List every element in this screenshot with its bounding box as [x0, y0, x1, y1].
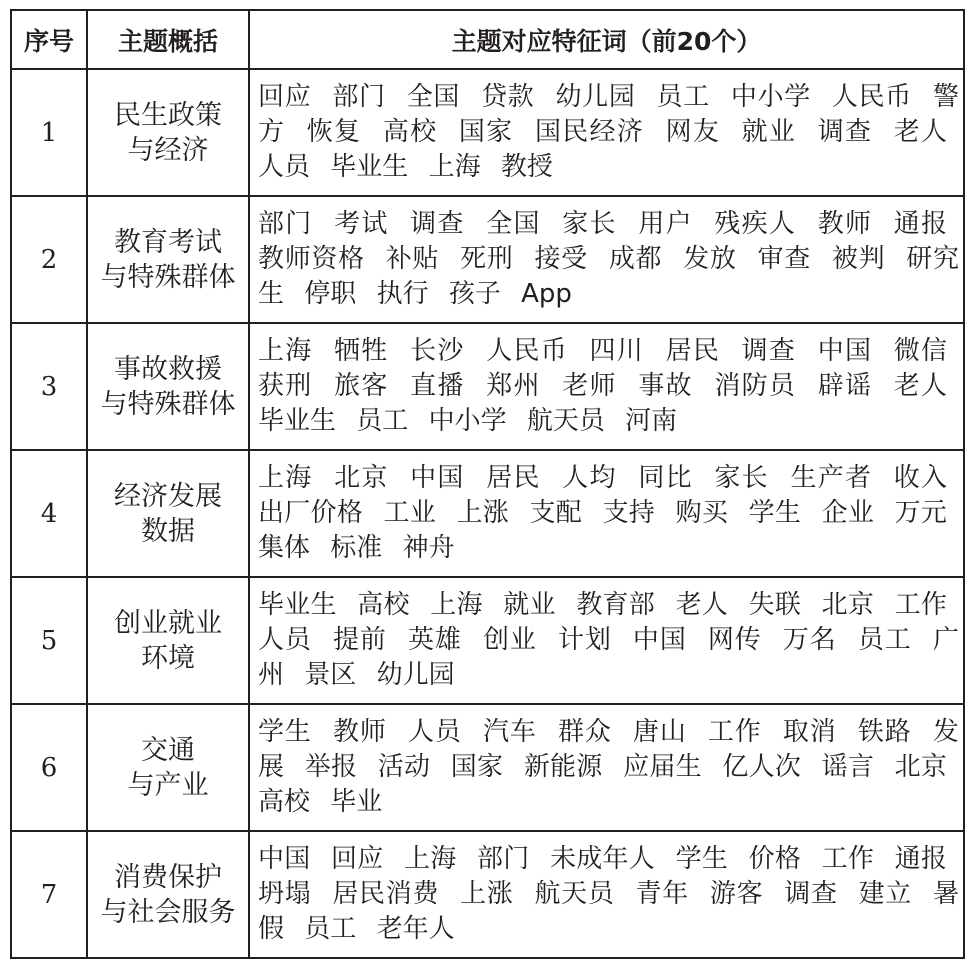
feature-word: 居民	[665, 336, 721, 366]
table-row	[11, 69, 964, 196]
topic-table	[10, 9, 965, 959]
table-row	[11, 831, 964, 958]
feature-word: 调查	[784, 879, 838, 909]
row-id: 5	[11, 577, 87, 704]
feature-word: 家长	[714, 463, 769, 493]
feature-word: 广州	[258, 625, 959, 690]
feature-word: 老年人	[376, 914, 455, 944]
feature-word: 调查	[410, 209, 465, 239]
feature-word: 上涨	[456, 498, 510, 528]
feature-word: 建立	[858, 879, 912, 909]
feature-word: 贷款	[481, 82, 535, 112]
feature-word: 旅客	[334, 371, 389, 401]
feature-word: 上海	[428, 152, 481, 182]
row-feature-words	[249, 69, 964, 196]
feature-word: 牺牲	[334, 336, 389, 366]
feature-word: 举报	[304, 752, 358, 782]
feature-word: 老师	[562, 371, 617, 401]
feature-word: 事故	[638, 371, 693, 401]
feature-word: 高校	[258, 787, 311, 817]
feature-word: 部门	[477, 844, 530, 874]
feature-word: 网传	[707, 625, 762, 655]
feature-word: 停职	[304, 279, 357, 309]
feature-word: 部门	[332, 82, 386, 112]
summary-line: 教育考试	[114, 226, 222, 258]
row-feature-words	[249, 450, 964, 577]
row-summary	[87, 831, 249, 958]
feature-word: 毕业	[330, 787, 383, 817]
feature-word: 调查	[741, 336, 797, 366]
summary-line: 与产业	[127, 769, 209, 801]
feature-word: 集体	[258, 533, 311, 563]
summary-line: 经济发展	[114, 480, 222, 512]
feature-word: 国家	[458, 117, 514, 147]
feature-word: 航天员	[534, 879, 615, 909]
feature-word: 通报	[894, 844, 947, 874]
feature-word: 研究生	[258, 244, 959, 309]
feature-word: 中国	[632, 625, 687, 655]
feature-word: 中国	[258, 844, 311, 874]
feature-word: 幼儿园	[376, 660, 455, 690]
feature-word: 教育部	[576, 590, 656, 620]
feature-word: 出厂价格	[258, 498, 363, 528]
summary-line: 与经济	[127, 134, 209, 166]
feature-word: 教师	[817, 209, 873, 239]
feature-word: 中国	[410, 463, 465, 493]
feature-word: 网友	[665, 117, 721, 147]
feature-word: 就业	[503, 590, 556, 620]
feature-word: 上海	[404, 844, 457, 874]
row-id: 4	[11, 450, 87, 577]
summary-line: 数据	[141, 515, 195, 547]
summary-line: 事故救援	[114, 353, 222, 385]
feature-word: 家长	[562, 209, 617, 239]
feature-word: 中小学	[428, 406, 507, 436]
feature-word: 直播	[410, 371, 465, 401]
feature-word: 工作	[894, 590, 947, 620]
row-feature-words	[249, 704, 964, 831]
feature-word: App	[521, 279, 572, 309]
feature-word: 标准	[330, 533, 383, 563]
feature-word: 同比	[638, 463, 693, 493]
feature-word: 谣言	[821, 752, 875, 782]
feature-word: 取消	[782, 717, 837, 747]
feature-word: 坍塌	[258, 879, 312, 909]
header-id: 序号	[11, 10, 87, 69]
feature-word: 毕业生	[258, 406, 337, 436]
feature-word: 价格	[748, 844, 802, 874]
feature-word: 中小学	[730, 82, 811, 112]
feature-word: 铁路	[857, 717, 912, 747]
table-row	[11, 450, 964, 577]
feature-word: 人民币	[831, 82, 913, 112]
feature-word: 应届生	[623, 752, 702, 782]
feature-word: 活动	[377, 752, 431, 782]
feature-word: 航天员	[526, 406, 605, 436]
feature-word: 员工	[356, 406, 409, 436]
feature-word: 工业	[383, 498, 437, 528]
feature-word: 考试	[334, 209, 389, 239]
feature-word: 万名	[782, 625, 837, 655]
feature-word: 亿人次	[722, 752, 802, 782]
feature-word: 回应	[258, 82, 312, 112]
feature-word: 用户	[638, 209, 693, 239]
feature-word: 居民消费	[332, 879, 440, 909]
feature-word: 英雄	[407, 625, 462, 655]
feature-word: 学生	[258, 717, 312, 747]
feature-word: 景区	[304, 660, 357, 690]
row-summary	[87, 196, 249, 323]
feature-word: 万元	[894, 498, 947, 528]
feature-word: 老人	[893, 371, 948, 401]
feature-word: 新能源	[523, 752, 603, 782]
feature-word: 游客	[709, 879, 764, 909]
row-summary	[87, 704, 249, 831]
table-row	[11, 196, 964, 323]
feature-word: 青年	[635, 879, 689, 909]
row-summary	[87, 69, 249, 196]
feature-word: 上海	[258, 463, 313, 493]
feature-word: 教师资格	[258, 244, 365, 274]
feature-word: 老人	[675, 590, 729, 620]
feature-word: 北京	[894, 752, 947, 782]
feature-word: 郑州	[486, 371, 541, 401]
feature-word: 四川	[589, 336, 645, 366]
feature-word: 员工	[656, 82, 710, 112]
feature-word: 高校	[382, 117, 438, 147]
feature-word: 教授	[500, 152, 553, 182]
feature-word: 提前	[332, 625, 387, 655]
row-id: 6	[11, 704, 87, 831]
feature-word: 暑假	[258, 879, 959, 944]
feature-word: 创业	[482, 625, 537, 655]
summary-line: 与特殊群体	[100, 388, 236, 420]
feature-word: 购买	[675, 498, 729, 528]
feature-word: 唐山	[632, 717, 687, 747]
feature-word: 长沙	[410, 336, 465, 366]
feature-word: 教师	[332, 717, 387, 747]
feature-word: 微信	[893, 336, 948, 366]
summary-line: 与特殊群体	[100, 261, 236, 293]
feature-word: 支配	[529, 498, 583, 528]
feature-word: 毕业生	[330, 152, 409, 182]
feature-word: 学生	[748, 498, 802, 528]
feature-word: 河南	[625, 406, 678, 436]
summary-line: 与社会服务	[100, 896, 236, 928]
feature-word: 居民	[486, 463, 541, 493]
feature-word: 高校	[357, 590, 410, 620]
row-id: 2	[11, 196, 87, 323]
feature-word: 全国	[486, 209, 541, 239]
table-row	[11, 323, 964, 450]
table-row	[11, 577, 964, 704]
row-feature-words	[249, 831, 964, 958]
header-summary: 主题概括	[87, 10, 249, 69]
feature-word: 全国	[406, 82, 461, 112]
feature-word: 北京	[821, 590, 875, 620]
feature-word: 被判	[831, 244, 886, 274]
row-summary	[87, 323, 249, 450]
feature-word: 部门	[258, 209, 313, 239]
row-feature-words	[249, 323, 964, 450]
feature-word: 获刑	[258, 371, 313, 401]
feature-word: 失联	[748, 590, 802, 620]
summary-line: 消费保护	[114, 861, 222, 893]
feature-word: 成都	[608, 244, 663, 274]
feature-word: 收入	[893, 463, 948, 493]
feature-word: 消防员	[714, 371, 797, 401]
summary-line: 民生政策	[114, 99, 222, 131]
feature-word: 员工	[857, 625, 912, 655]
feature-word: 幼儿园	[555, 82, 636, 112]
feature-word: 工作	[821, 844, 875, 874]
feature-word: 通报	[893, 209, 948, 239]
feature-word: 调查	[817, 117, 873, 147]
row-summary	[87, 450, 249, 577]
feature-word: 中国	[817, 336, 873, 366]
feature-word: 执行	[376, 279, 429, 309]
feature-word: 回应	[331, 844, 384, 874]
feature-word: 上海	[258, 336, 313, 366]
table-row	[11, 704, 964, 831]
row-id: 1	[11, 69, 87, 196]
feature-word: 就业	[741, 117, 797, 147]
feature-word: 汽车	[482, 717, 537, 747]
feature-word: 残疾人	[714, 209, 797, 239]
feature-word: 人员	[258, 152, 311, 182]
feature-word: 北京	[334, 463, 389, 493]
feature-word: 生产者	[790, 463, 873, 493]
row-feature-words	[249, 196, 964, 323]
feature-word: 孩子	[448, 279, 501, 309]
row-id: 3	[11, 323, 87, 450]
summary-line: 交通	[141, 734, 195, 766]
feature-word: 老人	[893, 117, 948, 147]
feature-word: 接受	[534, 244, 588, 274]
feature-word: 国家	[450, 752, 504, 782]
table-body	[11, 69, 964, 958]
row-id: 7	[11, 831, 87, 958]
feature-word: 计划	[557, 625, 612, 655]
row-feature-words	[249, 577, 964, 704]
summary-line: 创业就业	[114, 607, 222, 639]
feature-word: 企业	[821, 498, 875, 528]
feature-word: 未成年人	[550, 844, 656, 874]
feature-word: 群众	[557, 717, 612, 747]
row-summary	[87, 577, 249, 704]
feature-word: 人均	[562, 463, 617, 493]
feature-word: 上海	[430, 590, 483, 620]
feature-word: 国民经济	[534, 117, 645, 147]
header-words: 主题对应特征词（前20个）	[249, 10, 964, 69]
feature-word: 审查	[757, 244, 811, 274]
feature-word: 毕业生	[258, 590, 337, 620]
feature-word: 学生	[675, 844, 729, 874]
header-row	[11, 10, 964, 69]
feature-word: 补贴	[385, 244, 440, 274]
feature-word: 警方	[258, 82, 959, 147]
feature-word: 员工	[304, 914, 357, 944]
feature-word: 人员	[258, 625, 312, 655]
feature-word: 辟谣	[817, 371, 873, 401]
feature-word: 神舟	[402, 533, 455, 563]
feature-word: 支持	[602, 498, 656, 528]
feature-word: 发放	[683, 244, 737, 274]
feature-word: 工作	[707, 717, 762, 747]
summary-line: 环境	[141, 642, 195, 674]
feature-word: 死刑	[460, 244, 514, 274]
feature-word: 上涨	[460, 879, 514, 909]
feature-word: 发展	[258, 717, 959, 782]
feature-word: 人民币	[486, 336, 568, 366]
feature-word: 人员	[407, 717, 462, 747]
feature-word: 恢复	[306, 117, 362, 147]
